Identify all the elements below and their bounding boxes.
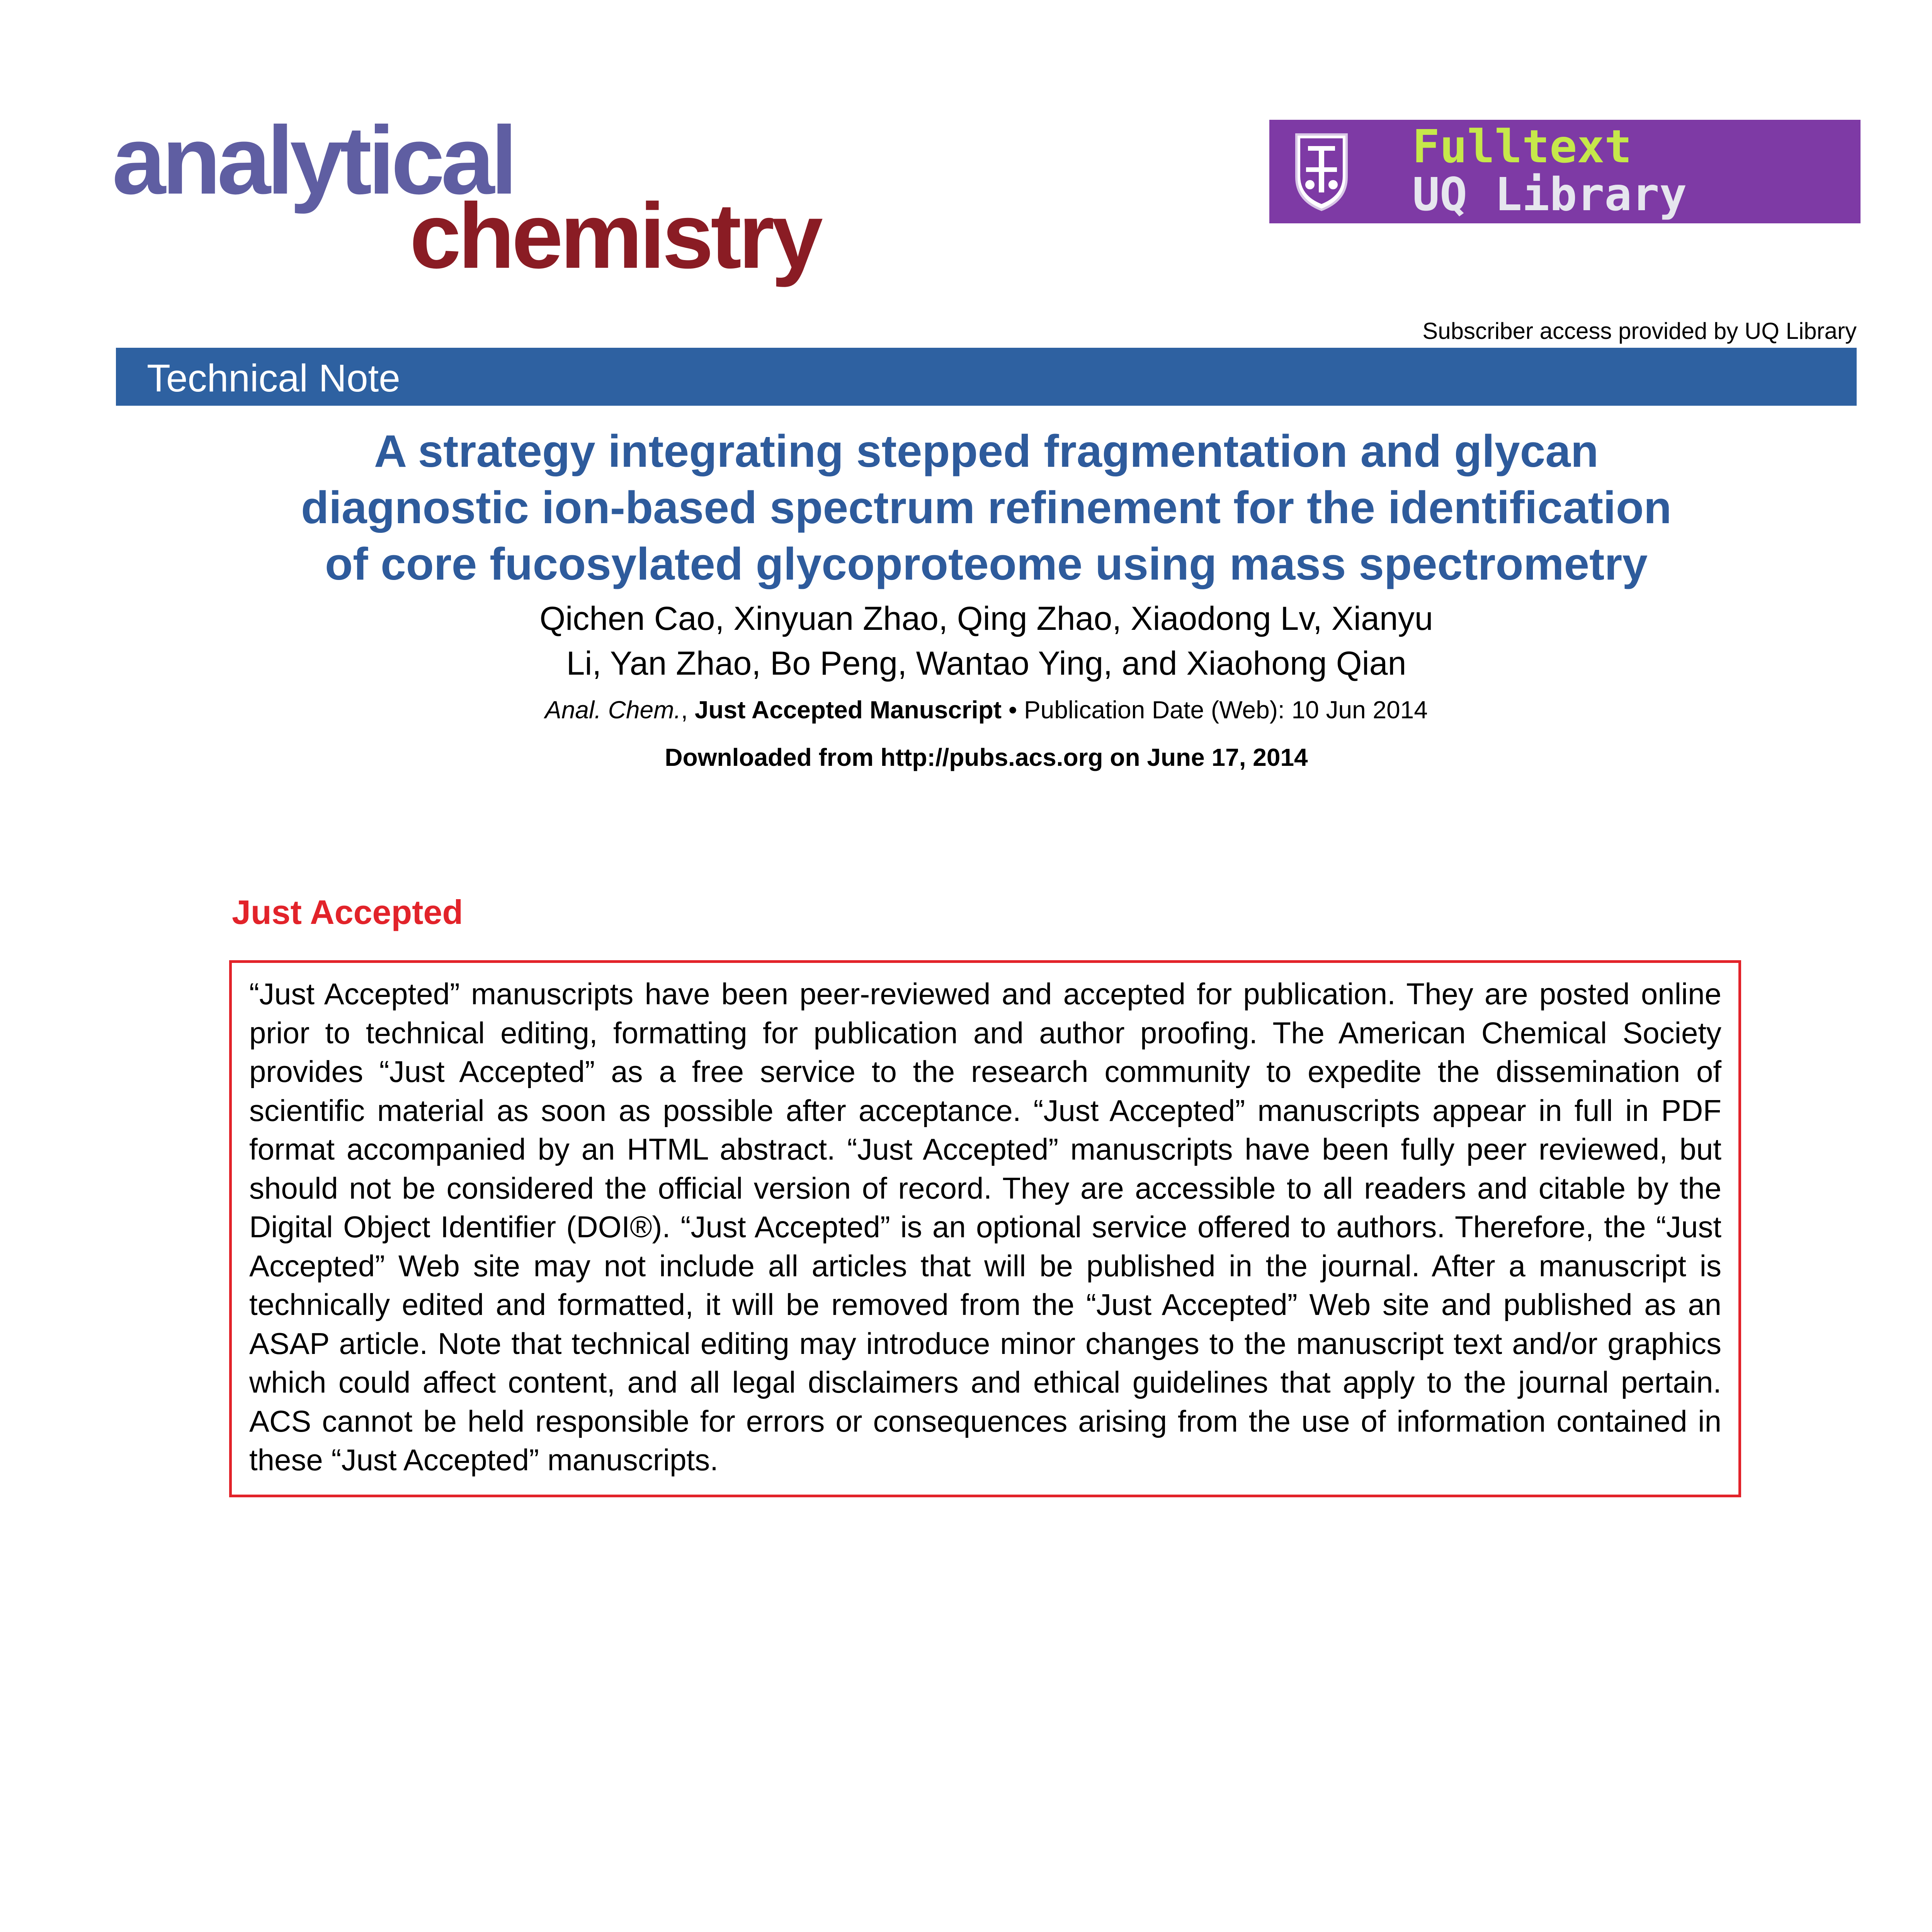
citation-status: Just Accepted Manuscript: [694, 696, 1002, 724]
section-bar: [116, 348, 1857, 406]
citation-separator: ,: [681, 696, 695, 724]
authors-line: Qichen Cao, Xinyuan Zhao, Qing Zhao, Xiaodong Lv, Xianyu: [539, 600, 1433, 637]
article-title: [116, 423, 1857, 592]
citation-date: • Publication Date (Web): 10 Jun 2014: [1002, 696, 1428, 724]
subscriber-access-note: Subscriber access provided by UQ Library: [1422, 318, 1857, 344]
just-accepted-heading: Just Accepted: [232, 893, 463, 931]
article-title-line: of core fucosylated glycoproteome using mass spectrometry: [325, 539, 1648, 590]
article-title-line: diagnostic ion-based spectrum refinement for the identification: [301, 482, 1672, 533]
authors-line: Li, Yan Zhao, Bo Peng, Wantao Ying, and Xiaohong Qian: [566, 645, 1406, 682]
download-note: Downloaded from http://pubs.acs.org on June 17, 2014: [665, 743, 1308, 771]
library-banner-line2: UQ Library: [1412, 168, 1687, 221]
just-accepted-box: [229, 960, 1741, 1497]
section-label: Technical Note: [147, 357, 400, 400]
just-accepted-body: “Just Accepted” manuscripts have been peer-reviewed and accepted for publication. They are posted online prior to technical editing, formatting for publication and author proofing. The American Chemical Society provides “Just Accepted” as a free service to the research community to expedite the dissemination of scientific material as soon as possible after acceptance. “Just Accepted” manuscripts appear in full in PDF format accompanied by an HTML abstract. “Just Accepted” manuscripts have been fully peer reviewed, but should not be considered the official version of record. They are accessible to all readers and citable by the Digital Object Identifier (DOI®). “Just Accepted” is an optional service offered to authors. Therefore, the “Just Accepted” Web site may not include all articles that will be published in the journal. After a manuscript is technically edited and formatted, it will be removed from the “Just Accepted” Web site and published as an ASAP article. Note that technical editing may introduce minor changes to the manuscript text and/or graphics which could affect content, and all legal disclaimers and ethical guidelines that apply to the journal pertain. ACS cannot be held responsible for errors or consequences arising from the use of information contained in these “Just Accepted” manuscripts.: [249, 977, 1721, 1477]
library-banner[interactable]: [1269, 120, 1861, 223]
citation-journal: Anal. Chem.: [545, 696, 681, 724]
article-authors: [116, 596, 1857, 686]
library-banner-line1: Fulltext: [1412, 120, 1632, 173]
article-title-line: A strategy integrating stepped fragmentation and glycan: [374, 426, 1599, 477]
uq-crest-icon: [1293, 131, 1350, 212]
journal-logo-chemistry: chemistry: [410, 184, 820, 287]
journal-logo-analytical: analytical: [112, 106, 514, 214]
journal-logo: [112, 106, 908, 290]
citation-line: [116, 696, 1857, 724]
